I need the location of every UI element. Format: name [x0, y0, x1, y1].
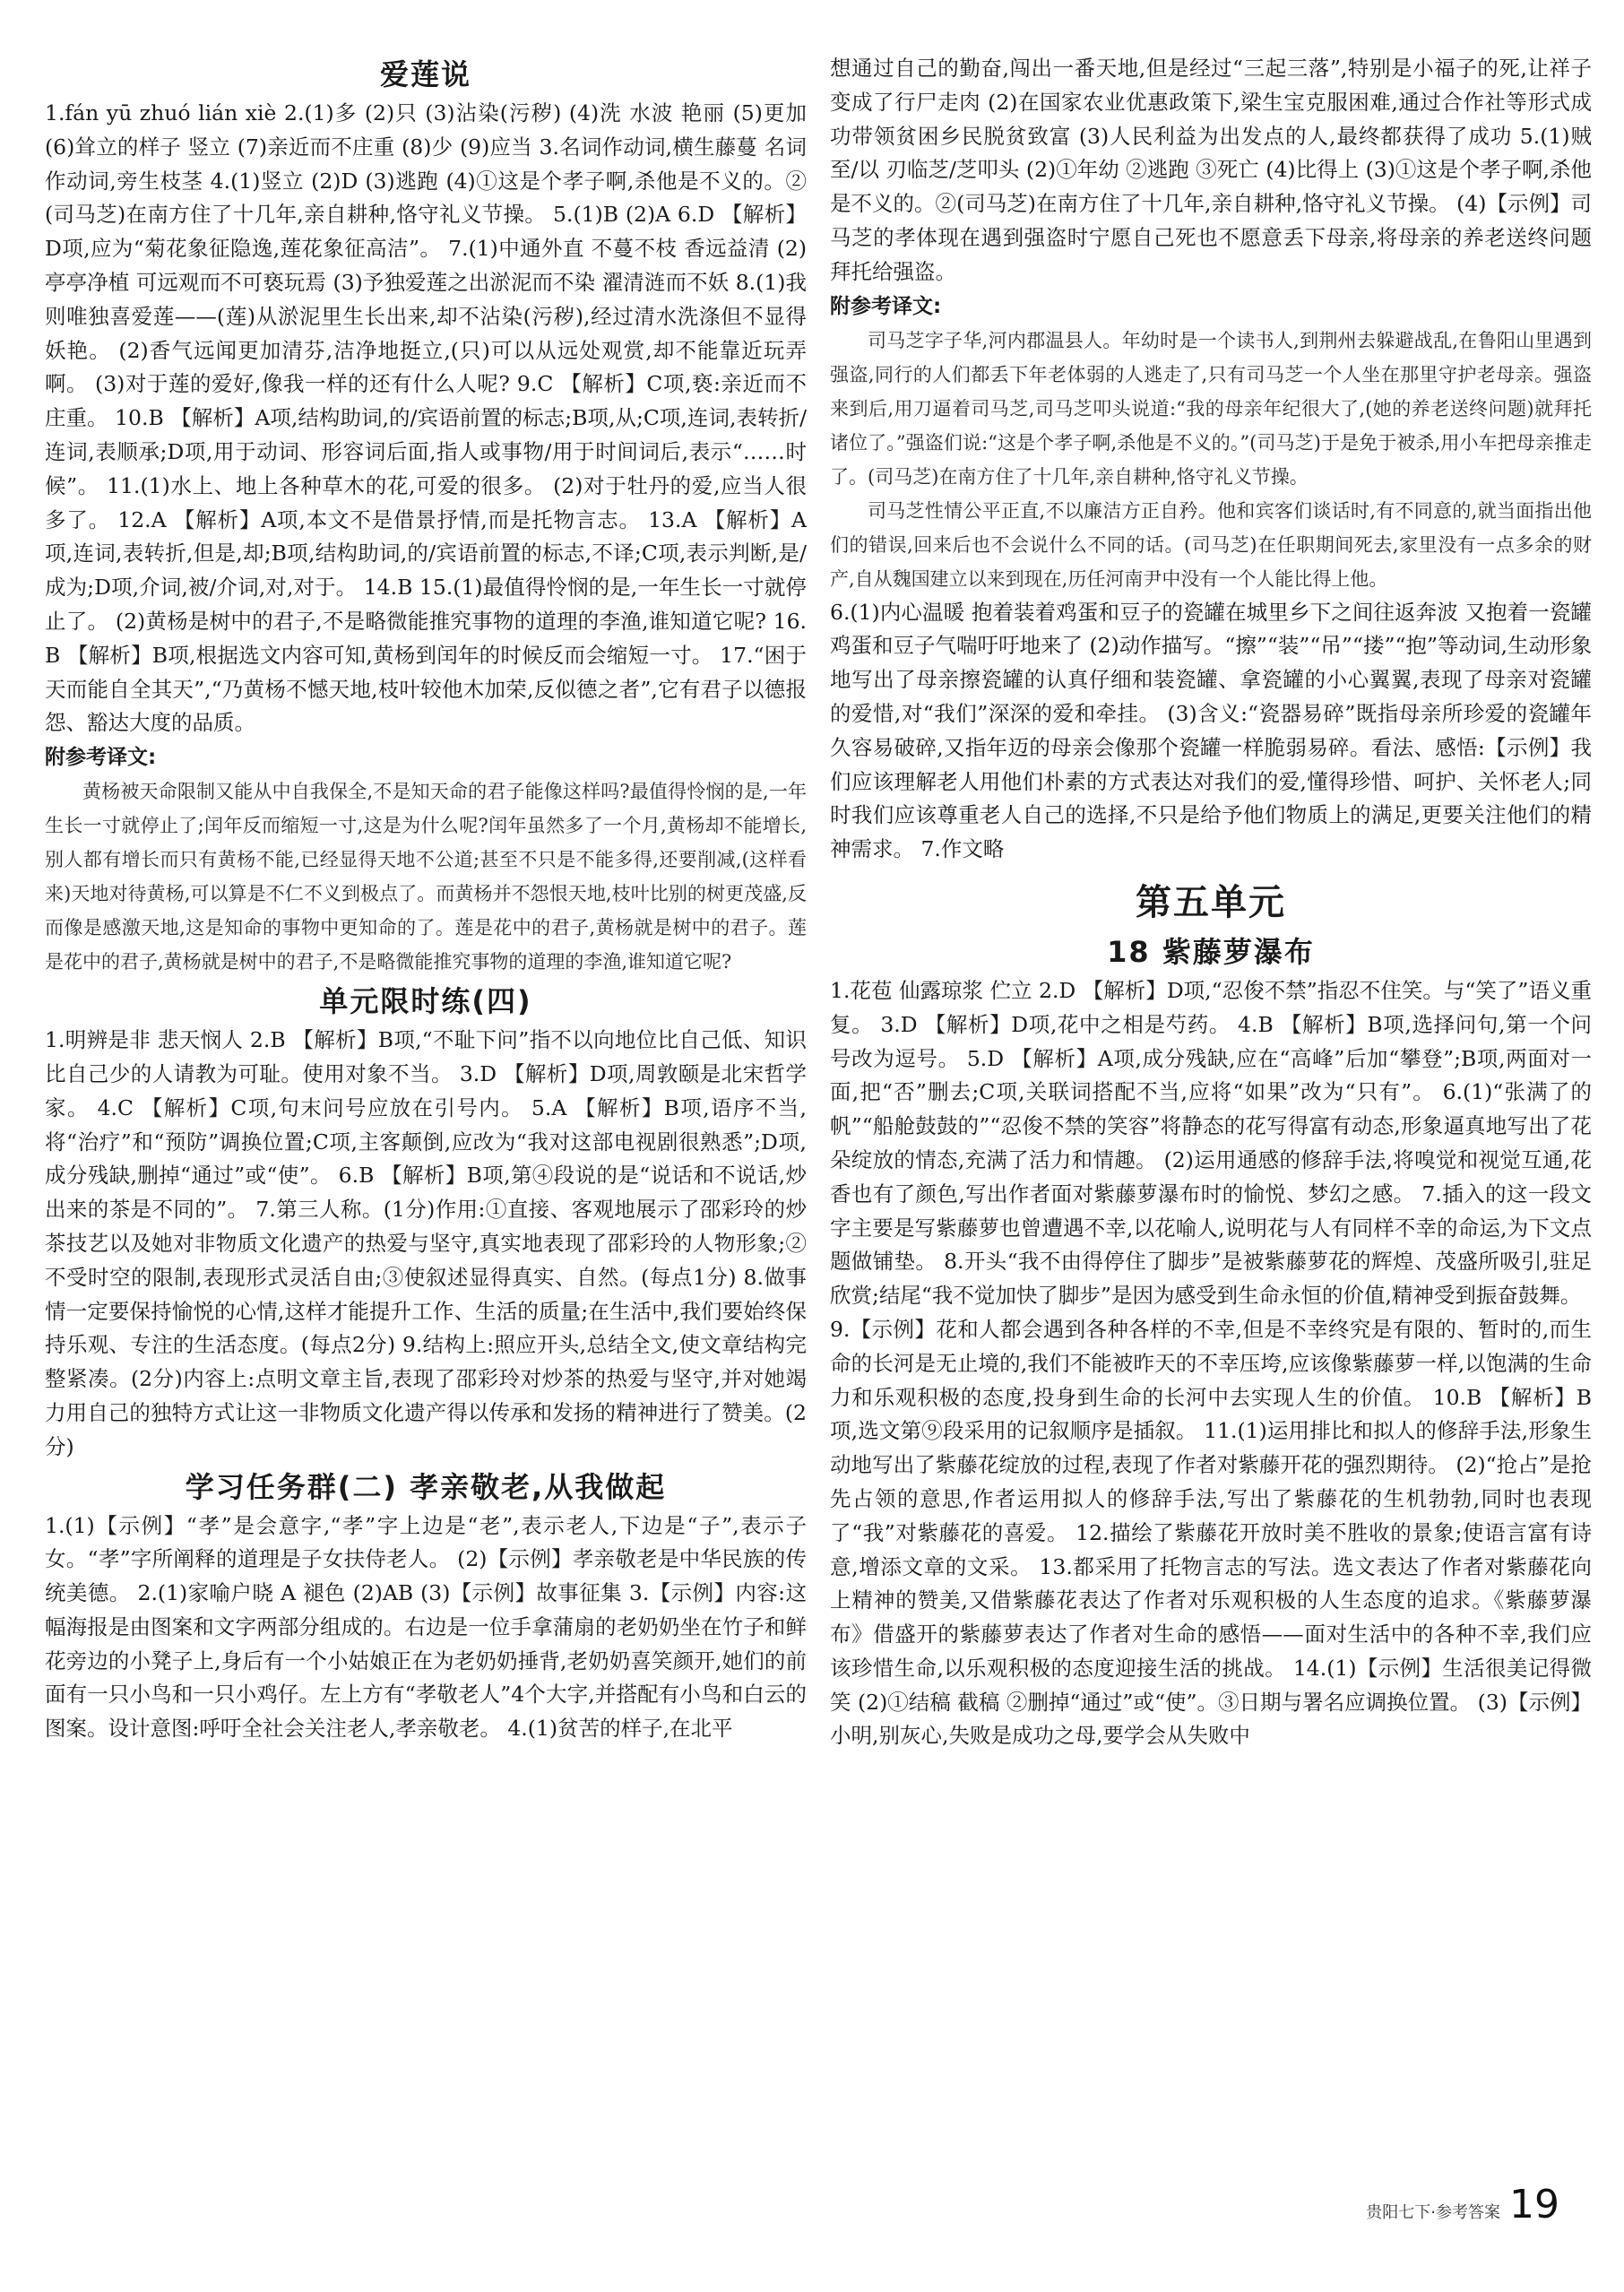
answer-paragraph: 9.【示例】花和人都会遇到各种各样的不幸,但是不幸终究是有限的、暂时的,而生命的长河是无止境的,我们不能被昨天的不幸压垮,应该像紫藤萝一样,以饱满的生命力和乐观积极的态度,投身到生命的长河中去实现人生的价值。 10.B 【解析】B项,选文第⑨段采用的记叙顺序是插叙。 11.(1)运用排比和拟人的修辞手法,形象生动地写出了紫藤花绽放的过程,表现了作者对紫藤开花的强烈期待。 (2)“抢占”是抢先占领的意思,作者运用拟人的修辞手法,写出了紫藤花的生机勃勃,同时也表现了“我”对紫藤花的喜爱。 12.描绘了紫藤花开放时美不胜收的景象;使语言富有诗意,增添文章的文采。 13.都采用了托物言志的写法。选文表达了作者对紫藤花向上精神的赞美,又借紫藤花表达了作者对乐观积极的人生态度的追求。《紫藤萝瀑布》借盛开的紫藤萝表达了作者对生命的感悟——面对生活中的各种不幸,我们应该珍惜生命,以乐观积极的态度迎接生活的挑战。 14.(1)【示例】生活很美记得微笑 (2)①结稿 截稿 ②删掉“通过”或“使”。③日期与署名应调换位置。 (3)【示例】小明,别灰心,失败是成功之母,要学会从失败中	[830, 1316, 1592, 1749]
section-title-ailianshuo: 爱莲说	[379, 57, 471, 91]
section-title-unit-practice: 单元限时练(四)	[319, 984, 532, 1019]
unit-title: 第五单元	[1136, 881, 1286, 923]
answer-paragraph: 1.花苞 仙露琼浆 伫立 2.D 【解析】D项,“忍俊不禁”指忍不住笑。与“笑了”语义重复。 3.D 【解析】D项,花中之相是芍药。 4.B 【解析】B项,选择问句,第一个问号改为逗号。 5.D 【解析】A项,成分残缺,应在“高峰”后加“攀登”;B项,两面对一面,把“否”删去;C项,关联词搭配不当,应将“如果”改为“只有”。 6.(1)“张满了的帆”“船舱鼓鼓的”“忍俊不禁的笑容”将静态的花写得富有动态,形象逼真地写出了花朵绽放的情态,充满了活力和情趣。 (2)运用通感的修辞手法,将嗅觉和视觉互通,花香也有了颜色,写出作者面对紫藤萝瀑布时的愉悦、梦幻之感。 7.插入的这一段文字主要是写紫藤萝也曾遭遇不幸,以花喻人,说明花与人有同样不幸的命运,为下文点题做铺垫。 8.开头“我不由得停住了脚步”是被紫藤萝花的辉煌、茂盛所吸引,驻足欣赏;结尾“我不觉加快了脚步”是因为感受到生命永恒的价值,精神受到振奋鼓舞。	[830, 977, 1592, 1309]
reference-translation-text: 司马芝字子华,河内郡温县人。年幼时是一个读书人,到荆州去躲避战乱,在鲁阳山里遇到强盗,同行的人们都丢下年老体弱的人逃走了,只有司马芝一个人坐在那里守护老母亲。强盗来到后,用刀逼着司马芝,司马芝叩头说道:“我的母亲年纪很大了,(她的养老送终问题)就拜托诸位了。”强盗们说:“这是个孝子啊,杀他是不义的。”(司马芝)于是免于被杀,用小车把母亲推走了。(司马芝)在南方住了十几年,亲自耕种,恪守礼义节操。	[830, 329, 1592, 488]
answer-paragraph: 1.(1)【示例】“孝”是会意字,“孝”字上边是“老”,表示老人,下边是“子”,表示子女。“孝”字所阐释的道理是子女扶侍老人。 (2)【示例】孝亲敬老是中华民族的传统美德。 2.(1)家喻户晓 A 褪色 (2)AB (3)【示例】故事征集 3.【示例】内容:这幅海报是由图案和文字两部分组成的。右边是一位手拿蒲扇的老奶奶坐在竹子和鲜花旁边的小凳子上,身后有一个小姑娘正在为老奶奶捶背,老奶奶喜笑颜开,她们的前面有一只小鸟和一只小鸡仔。左上方有“孝敬老人”4个大字,并搭配有小鸟和白云的图案。设计意图:呼吁全社会关注老人,孝亲敬老。 4.(1)贫苦的样子,在北平	[45, 1512, 807, 1742]
reference-translation-label: 附参考译文:	[45, 746, 157, 770]
section-title-task-group: 学习任务群(二) 孝亲敬老,从我做起	[185, 1469, 667, 1504]
answer-paragraph: 1.明辨是非 悲天悯人 2.B 【解析】B项,“不耻下问”指不以向地位比自己低、知识比自己少的人请教为可耻。使用对象不当。 3.D 【解析】D项,周敦颐是北宋哲学家。 4.C 【解析】C项,句末问号应放在引号内。 5.A 【解析】B项,语序不当,将“治疗”和“预防”调换位置;C项,主客颠倒,应改为“我对这部电视剧很熟悉”;D项,成分残缺,删掉“通过”或“使”。 6.B 【解析】B项,第④段说的是“说话和不说话,炒出来的茶是不同的”。 7.第三人称。(1分)作用:①直接、客观地展示了邵彩玲的炒茶技艺以及她对非物质文化遗产的热爱与坚守,真实地表现了邵彩玲的人物形象;②不受时空的限制,表现形式灵活自由;③使叙述显得真实、自然。(每点1分) 8.做事情一定要保持愉悦的心情,这样才能提升工作、生活的质量;在生活中,我们要始终保持乐观、专注的生活态度。(每点2分) 9.结构上:照应开头,总结全文,使文章结构完整紧凑。(2分)内容上:点明文章主旨,表现了邵彩玲对炒茶的热爱与坚守,并对她竭力用自己的独特方式让这一非物质文化遗产得以传承和发扬的精神进行了赞美。(2分)	[45, 1027, 807, 1459]
right-column	[830, 52, 1592, 1753]
reference-translation-text: 司马芝性情公平正直,不以廉洁方正自矜。他和宾客们谈话时,有不同意的,就当面指出他们的错误,回来后也不会说什么不同的话。(司马芝)在任职期间死去,家里没有一点多余的财产,自从魏国建立以来到现在,历任河南尹中没有一个人能比得上他。	[830, 499, 1592, 590]
footer-label: 贵阳七下·参考答案	[1366, 2203, 1500, 2222]
lesson-title: 18 紫藤萝瀑布	[1107, 934, 1315, 969]
page-number: 19	[1509, 2182, 1559, 2227]
answer-paragraph: 6.(1)内心温暖 抱着装着鸡蛋和豆子的瓷罐在城里乡下之间往返奔波 又抱着一瓷罐鸡蛋和豆子气喘吁吁地来了 (2)动作描写。“擦”“装”“吊”“搂”“抱”等动词,生动形象地写出了母亲擦瓷罐的认真仔细和装瓷罐、拿瓷罐的小心翼翼,表现了母亲对瓷罐的爱惜,对“我们”深深的爱和牵挂。 (3)含义:“瓷器易碎”既指母亲所珍爱的瓷罐年久容易破碎,又指年迈的母亲会像那个瓷罐一样脆弱易碎。看法、感悟:【示例】我们应该理解老人用他们朴素的方式表达对我们的爱,懂得珍惜、呵护、关怀老人;同时我们应该尊重老人自己的选择,不只是给予他们物质上的满足,更要关注他们的精神需求。 7.作文略	[830, 599, 1592, 862]
left-column	[45, 52, 807, 1746]
answer-paragraph: 想通过自己的勤奋,闯出一番天地,但是经过“三起三落”,特别是小福子的死,让祥子变成了行尸走肉 (2)在国家农业优惠政策下,梁生宝克服困难,通过合作社等形式成功带领贫困乡民脱贫致富 (3)人民利益为出发点的人,最终都获得了成功 5.(1)贼 至/以 刃临芝/芝叩头 (2)①年幼 ②逃跑 ③死亡 (4)比得上 (3)①这是个孝子啊,杀他是不义的。②(司马芝)在南方住了十几年,亲自耕种,恪守礼义节操。 (4)【示例】司马芝的孝体现在遇到强盗时宁愿自己死也不愿意丢下母亲,将母亲的养老送终问题拜托给强盗。	[830, 56, 1592, 284]
reference-translation-label: 附参考译文:	[830, 294, 942, 318]
answer-paragraph: 1.fán yū zhuó lián xiè 2.(1)多 (2)只 (3)沾染(污秽) (4)洗 水波 艳丽 (5)更加 (6)耸立的样子 竖立 (7)亲近而不庄重 (8)少 (9)应当 3.名词作动词,横生藤蔓 名词作动词,旁生枝茎 4.(1)竖立 (2)D (3)逃跑 (4)①这是个孝子啊,杀他是不义的。②(司马芝)在南方住了十几年,亲自耕种,恪守礼义节操。 5.(1)B (2)A 6.D 【解析】D项,应为“菊花象征隐逸,莲花象征高洁”。 7.(1)中通外直 不蔓不枝 香远益清 (2)亭亭净植 可远观而不可亵玩焉 (3)予独爱莲之出淤泥而不染 濯清涟而不妖 8.(1)我则唯独喜爱莲——(莲)从淤泥里生长出来,却不沾染(污秽),经过清水洗涤但不显得妖艳。 (2)香气远闻更加清芬,洁净地挺立,(只)可以从远处观赏,却不能靠近玩弄啊。 (3)对于莲的爱好,像我一样的还有什么人呢? 9.C 【解析】C项,亵:亲近而不庄重。 10.B 【解析】A项,结构助词,的/宾语前置的标志;B项,从;C项,连词,表转折/连词,表顺承;D项,用于动词、形容词后面,指人或事物/用于时间词后,表示“……时候”。 11.(1)水上、地上各种草木的花,可爱的很多。 (2)对于牡丹的爱,应当人很多了。 12.A 【解析】A项,本文不是借景抒情,而是托物言志。 13.A 【解析】A项,连词,表转折,但是,却;B项,结构助词,的/宾语前置的标志,不译;C项,表示判断,是/成为;D项,介词,被/介词,对,对于。 14.B 15.(1)最值得怜悯的是,一年生长一寸就停止了。 (2)黄杨是树中的君子,不是略微能推究事物的道理的李渔,谁知道它呢? 16.B 【解析】B项,根据选文内容可知,黄杨到闰年的时候反而会缩短一寸。 17.“困于天而能自全其天”,“乃黄杨不憾天地,枝叶较他木加荣,反似德之者”,它有君子以德报怨、豁达大度的品质。	[45, 100, 807, 736]
page-footer	[1366, 2182, 1559, 2227]
reference-translation-text: 黄杨被天命限制又能从中自我保全,不是知天命的君子能像这样吗?最值得怜悯的是,一年生长一寸就停止了;闰年反而缩短一寸,这是为什么呢?闰年虽然多了一个月,黄杨却不能增长,别人都有增长而只有黄杨不能,已经显得天地不公道;甚至不只是不能多得,还要削减,(这样看来)天地对待黄杨,可以算是不仁不义到极点了。而黄杨并不怨恨天地,枝叶比别的树更茂盛,反而像是感激天地,这是知命的事物中更知命的了。莲是花中的君子,黄杨就是树中的君子。莲是花中的君子,黄杨就是树中的君子,不是略微能推究事物的道理的李渔,谁知道它呢?	[45, 781, 807, 973]
